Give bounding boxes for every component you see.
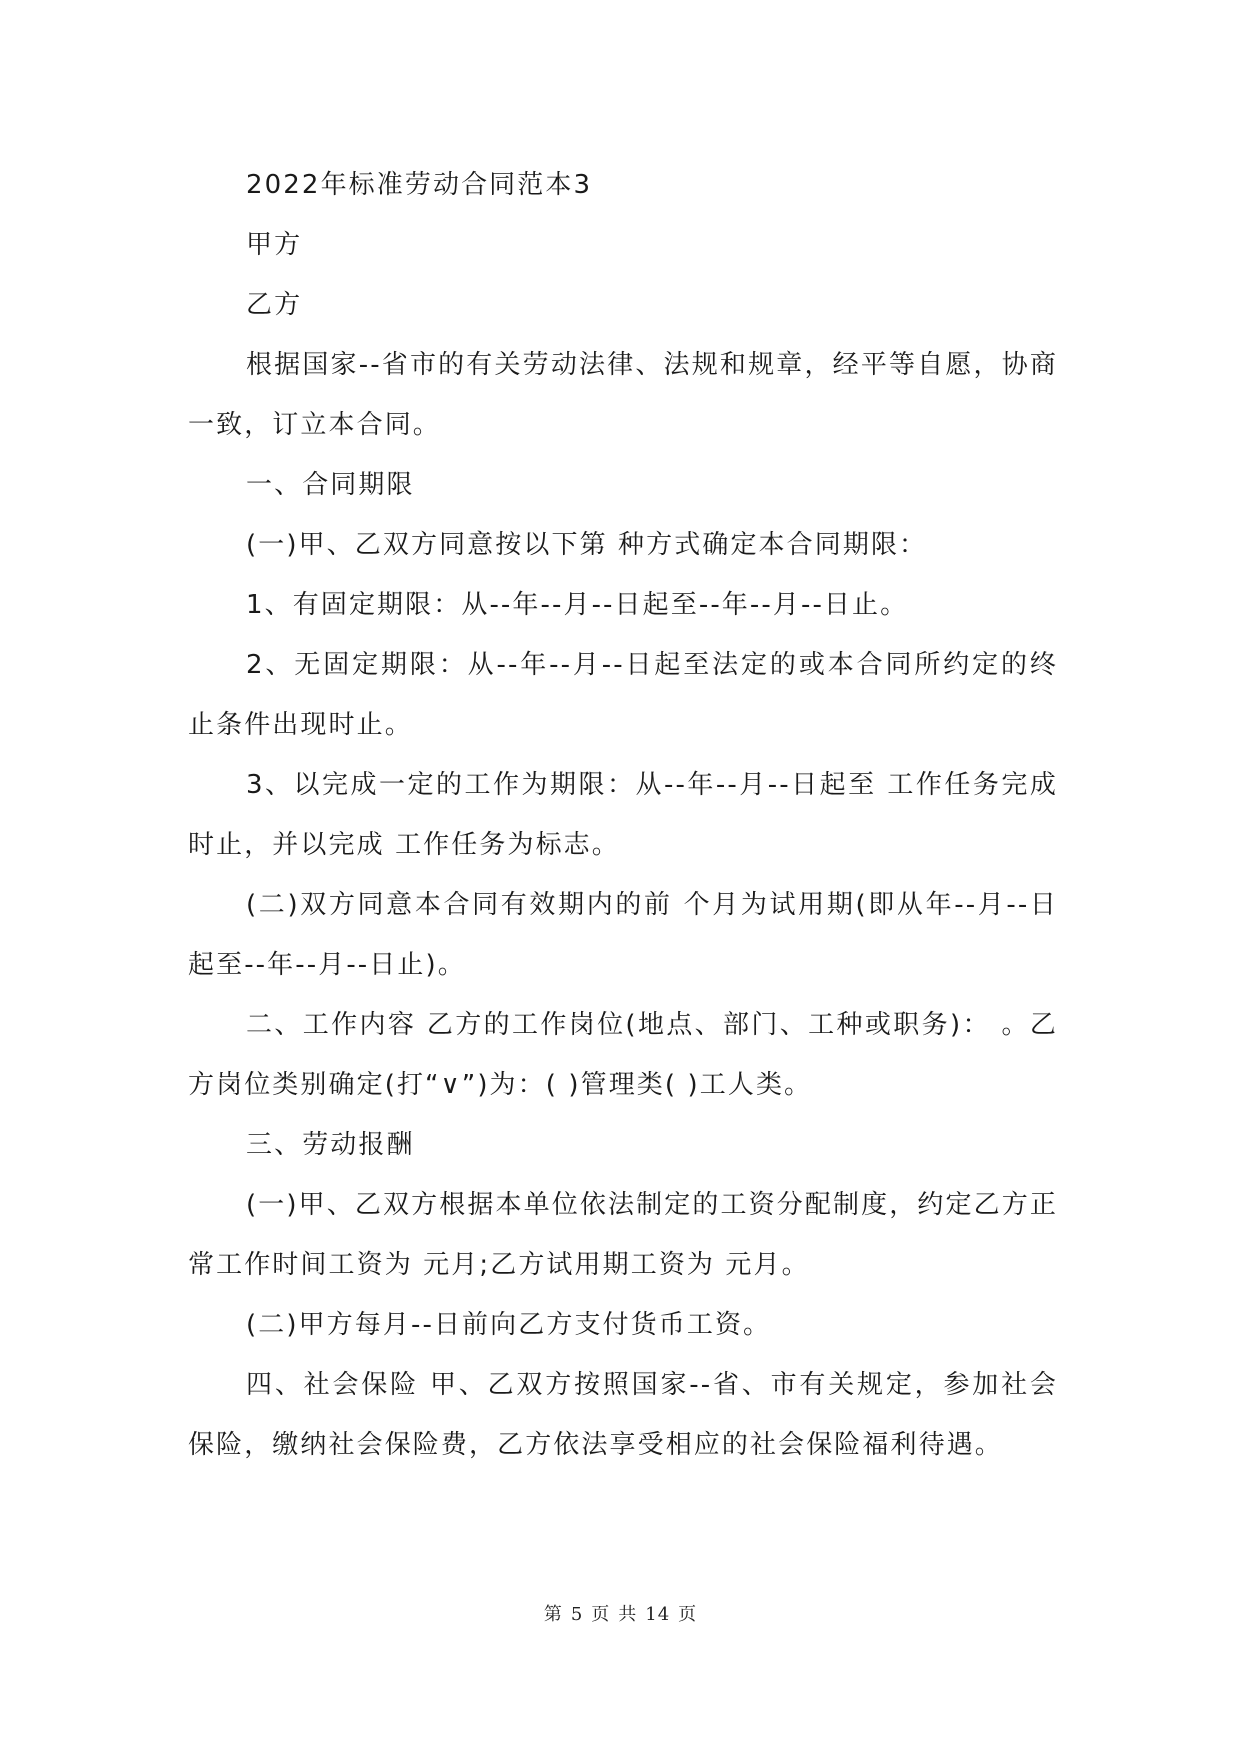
paragraph-wage-payment: (二)甲方每月--日前向乙方支付货币工资。 [246, 1310, 772, 1340]
document-title: 2022年标准劳动合同范本3 [246, 170, 593, 200]
paragraph-wage-agreement: (一)甲、乙双方根据本单位依法制定的工资分配制度，约定乙方正常工作时间工资为 元月;乙方试用期工资为 元月。 [188, 1190, 1058, 1280]
footer-suffix: 页 [678, 1604, 698, 1625]
footer-page-word: 页 [591, 1604, 611, 1625]
section-heading-social-insurance: 四、社会保险 甲、乙双方按照国家--省、市有关规定，参加社会保险，缴纳社会保险费，乙方依法享受相应的社会保险福利待遇。 [188, 1370, 1058, 1460]
paragraph-task-term: 3、以完成一定的工作为期限：从--年--月--日起至 工作任务完成时止，并以完成 工作任务为标志。 [188, 770, 1058, 860]
footer-current-page: 5 [570, 1604, 584, 1625]
section-heading-compensation: 三、劳动报酬 [246, 1130, 415, 1160]
paragraph-party-a: 甲方 [246, 230, 303, 260]
section-heading-work-content: 二、工作内容 乙方的工作岗位(地点、部门、工种或职务)： 。乙方岗位类别确定(打“∨”)为：( )管理类( )工人类。 [188, 1010, 1058, 1100]
footer-total-word: 共 [618, 1604, 638, 1625]
paragraph-term-choice: (一)甲、乙双方同意按以下第 种方式确定本合同期限： [246, 530, 928, 560]
paragraph-party-b: 乙方 [246, 290, 303, 320]
footer-prefix: 第 [543, 1604, 563, 1625]
footer-total-pages: 14 [645, 1604, 671, 1625]
paragraph-open-term: 2、无固定期限：从--年--月--日起至法定的或本合同所约定的终止条件出现时止。 [188, 650, 1058, 740]
paragraph-fixed-term: 1、有固定期限：从--年--月--日起至--年--月--日止。 [246, 590, 909, 620]
paragraph-probation: (二)双方同意本合同有效期内的前 个月为试用期(即从年--月--日起至--年--月--日止)。 [188, 890, 1058, 980]
page-footer [0, 1600, 1241, 1626]
document-body [188, 155, 1058, 1475]
paragraph-preamble: 根据国家--省市的有关劳动法律、法规和规章，经平等自愿，协商一致，订立本合同。 [188, 350, 1058, 440]
section-heading-term: 一、合同期限 [246, 470, 415, 500]
